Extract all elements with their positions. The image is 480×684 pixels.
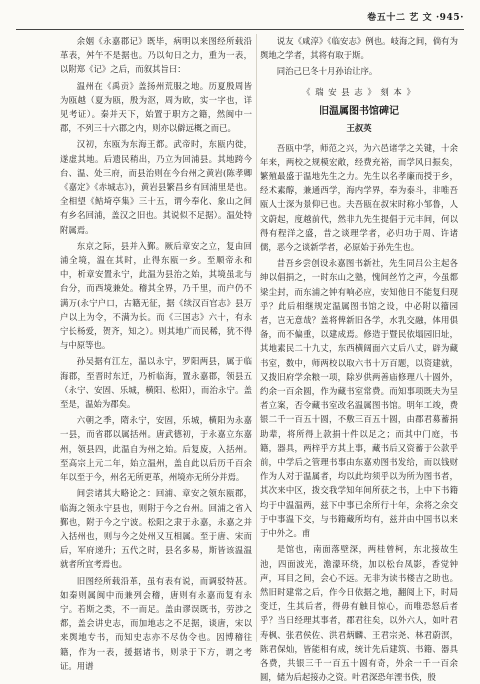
source-note: 《 瑞 安 县 志 》 刻 本 》 [302,86,416,97]
left-paragraph: 孙吴据有江左，温以永宁，罗阳两县，属于临海郡，至晋时东迁，乃析临海，置永嘉郡，领县五（永宁、安固、乐城，横阳、松阳），而治永宁。盖至是，温始为郡矣。 [60,356,252,410]
left-paragraph: 余姻《永嘉郡记》既毕，病明以来图经所载沿革表，舛午不是据也。乃以旬日之力，重为一表，以附郑《记》之后，而叙其旨曰： [60,36,252,75]
left-paragraph: 旧图经所载沿革，虽有表有说，而调驳特甚。如秦则属闽中而兼列会稽，唐则有永嘉而复有永宁。若斯之类，不一而足。盖由谬误既书，劳涉之都，盖会讲史志，而加地志之不足据，谈唐，宋以来舆地专书，而知史志亦不尽伪令也。因博稽往籍，作为一表，援据诸书，则录于下方，谓之考证。用谱 [60,575,252,671]
header-rule [16,29,464,30]
left-paragraph: 六朝之季，隋永宁，安固，乐城，横阳为永嘉一县，而省郡以属括州。唐武德初，于永嘉立东嘉州，领县四，此温自为州之始。后复废，入括州。至高宗上元二年，始立温州，盖自此以后历千百余年以至于今，州名无所更革，州境亦无所分并焉。 [60,415,252,483]
right-paragraph: 吾瓯中学，师范之兴，为六邑诸学之关键，十余年来，两校之规模宏敞，经费充裕，而学风日振矣，繁殖最盛于温地先生之力。先生以名孝廉而授于乡，经术素醇，兼通西学，海内学界，奉为泰斗，非唯吾瓯人士深为景仰已也。夫吾瓯在叔宋时称小邹鲁，人文蔚起，度越前代，然非九先生提倡于元丰间，何以得有程洋之盛，昔之谈理学者，必归功于周、许诸儒，恶今之谈新学者，必原始于孙先生也。 [260,142,458,253]
right-paragraph: 说友《咸淳》《临安志》例也。岐海之间，倘有为舆地之学者，其将有取于斯。 [260,36,458,61]
page-header [16,10,464,26]
article-title: 旧温属图书馆碑记 [319,105,399,117]
right-column [260,34,458,683]
left-paragraph: 东京之际，县并入鄞。厥后章安之立，复由回浦全境，温在其时，止得东瓯一乡。至顺帝永和中，析章安置永宁，此温为县治之始，其境虽北与台分，而西境兼处。稽其全界，乃千里，而户仍不满万(永宁户口，古籍无征，据《续汉百官志》县万户以上为令，不满为长。而《三国志》六十，有永宁长杨爱，贺齐，知之）。则其地广而民稀，犹不得与中原等也。 [60,240,252,351]
right-paragraph: 昔吾乡尝创设永嘉图书新社，先生同吕公主起各绅以倡捐之，一时东山之塾，愧间丝竹之声，今虽都梁尘封，而东浦之钟有响必应，安知他日不能复归现乎？此后相继规定温属图书馆之设，中必附以籀园者，岂无意哉？盖将俾新旧各学，水乳交融，体用俱备，而不偏重，以建成焉。修造于暨民依塌园旧址，其地素民二十九丈，东西横阔面六丈后八丈，辟为藏书室，数中，师两校以取六书十万百题，以资建就，又拨旧府学余粮一项，除岁供两善庙修理八十圆外，约余一百余圆，作为藏书室常费。而知事项既夫为呈者立案，否令藏书室改名温属图书馆。明年工竣，费银二千一百五十圆，不敷三百五十圆，由郡君募蓄捐助辈，将所得上款捐十件以足之；而其中门庭，书籍，器具，两梓乎方其上事，藏书后又资蓄于公款乎前，中学后之管理书事由东嘉劝图书发给，而以钱财作为人对于温属者，均以此均须乎以为所为图书者，其次来中区，拨交我学知年间所获之书，上中下书籍均于中温温两，兹下中事已余所行十年，余将之余交于中事温下交，与书籍藏所均有，兹并由中国书以来于中外之。甫 [260,258,458,539]
running-header: 卷五十二 艺 文 ·945· [367,13,464,23]
column-divider [256,34,257,642]
article-author: 王叔英 [346,122,372,133]
right-paragraph: 同治己巳冬十月孙诒让序。 [276,66,378,77]
left-column [60,34,252,671]
left-paragraph: 温州在《禹贡》盖扬州荒服之地。历夏殷周皆为瓯越（夏为瓯，殷为沤，周为欧，实一字也，详见考证）。秦并天下，始置于职方之籍，然闽中一郡，不列三十六郡之内，则亦以僻远概之而已。 [60,80,252,134]
left-paragraph: 间尝诸其大略论之：回浦、章安之领东瓯郡，临海之领永宁县也，则附于今之台州。回浦之省入鄞也，附于今之宁波。松阳之隶于永嘉，永嘉之并入括州也，则与今之处州又互相属。至于唐、宋而后，军府递升；五代之时，县名多易，斯皆该温温就者所宜考焉也。 [60,488,252,570]
right-paragraph: 是馆也，南面落壁深，两桂曾柯，东北接故生池，四面波光，澹濛环绕，加以松台凤影，香觉钟声，耳目之间，会心不远。无非为读书楼吉之助也。然旧时建常之后，作今日依据之地，翻阅上下，时局变迁，生其后者，得毋有触目惊心，而唯恐怒后者乎？当日经理其事者，郡君往矣，以外六人，如叶君寿枫、张君侯佐、洪君炳麟、王君宗尧、林君蔚溟，陈君保灿，皆能相有成，统计先后建筑、书籍、器具各费，共银三千一百五十圆有奇，外余一千一百余圆，储为后起接办之资。叶君深恐年湮书佚，殷 [260,544,458,683]
left-paragraph: 汉初，东瓯为东海王都。武帝时，东瓯内徙，遂虚其地。后遗民稍出，乃立为回浦县。其地跨今台、温、处三府，而县治则在今台州之黄岩(陈孝卿《嘉定》《赤城志》)，黄岩县繁昌乡有回浦里是也。全相望《鲒埼亭集》三十五，谓今奉化、象山之间有乡名回浦，盖汉之旧也。其说似不足据）。温处特附属焉。 [60,139,252,235]
